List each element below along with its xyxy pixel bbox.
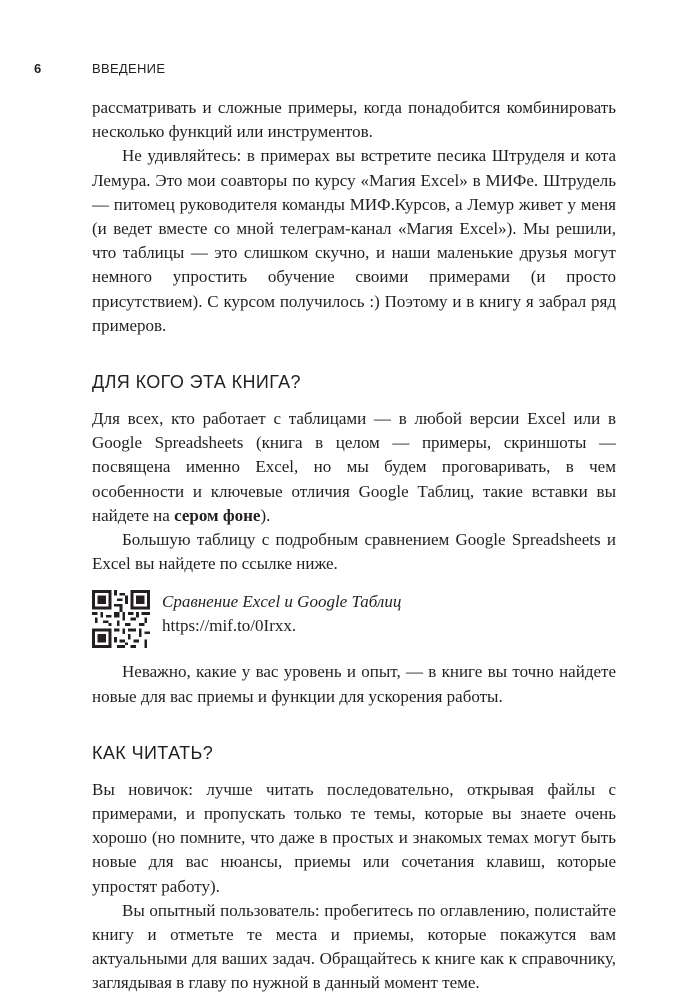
qr-code-icon[interactable] (92, 590, 150, 648)
link-url[interactable]: https://mif.to/0Irxx. (162, 616, 297, 636)
page-content (92, 96, 616, 996)
who-paragraph-2: Большую таблицу с подробным сравнением Google Spreadsheets и Excel вы найдете по ссылке ниже. (92, 530, 616, 574)
link-text (162, 590, 401, 638)
heading-how-to-read: КАК ЧИТАТЬ? (92, 742, 214, 763)
comparison-link-block (92, 590, 616, 648)
how-paragraph-1: Вы новичок: лучше читать последовательно, открывая файлы с примерами, и пропускать только те темы, которые вы знаете очень хорошо (но помните, что даже в простых и знакомых темах могут быть новые для вас нюансы, приемы или сочетания клавиш, которые упростят работу). (92, 779, 616, 896)
who-paragraph-1 (92, 407, 616, 528)
who-p1-start: Для всех, кто работает с таблицами — в любой версии Excel или в Google Spreadsheets (книга в целом — примеры, скриншоты — посвящена именно Excel, но мы будем проговаривать, в чем особенности и ключевые отличия Google Таблиц, такие вставки вы найдете на (92, 409, 616, 525)
intro-paragraph-continued: рассматривать и сложные примеры, когда понадобится комбинировать несколько функций или инструментов. (92, 98, 616, 142)
page-number: 6 (34, 61, 42, 76)
how-paragraph-2: Вы опытный пользователь: пробегитесь по оглавлению, полистайте книгу и отметьте те места и приемы, которые покажутся вам актуальными для ваших задач. Обращайтесь к книге как к справочнику, заглядывая в главу по нужной в данный момент теме. (92, 900, 616, 993)
who-p1-end: ). (260, 505, 271, 525)
heading-who-is-book-for: ДЛЯ КОГО ЭТА КНИГА? (92, 372, 301, 393)
who-paragraph-3: Неважно, какие у вас уровень и опыт, — в книге вы точно найдете новые для вас приемы и функции для ускорения работы. (92, 662, 616, 706)
intro-paragraph-coauthors: Не удивляйтесь: в примерах вы встретите песика Штруделя и кота Лемура. Это мои соавторы по курсу «Магия Excel» в МИФе. Штрудель — питомец руководителя команды МИФ.Курсов, а Лемур живет у меня (и ведет вместе со мной телеграм-канал «Магия Excel»). Мы решили, что таблицы — это слишком скучно, и наши маленькие друзья могут немного упростить обучение своими примерами (и просто присутствием). С курсом получилось :) Поэтому и в книгу я забрал ряд примеров. (92, 146, 616, 335)
gray-background-bold: сером фоне (174, 505, 261, 525)
link-title: Сравнение Excel и Google Таблиц (162, 592, 402, 612)
section-title: ВВЕДЕНИЕ (92, 61, 166, 76)
